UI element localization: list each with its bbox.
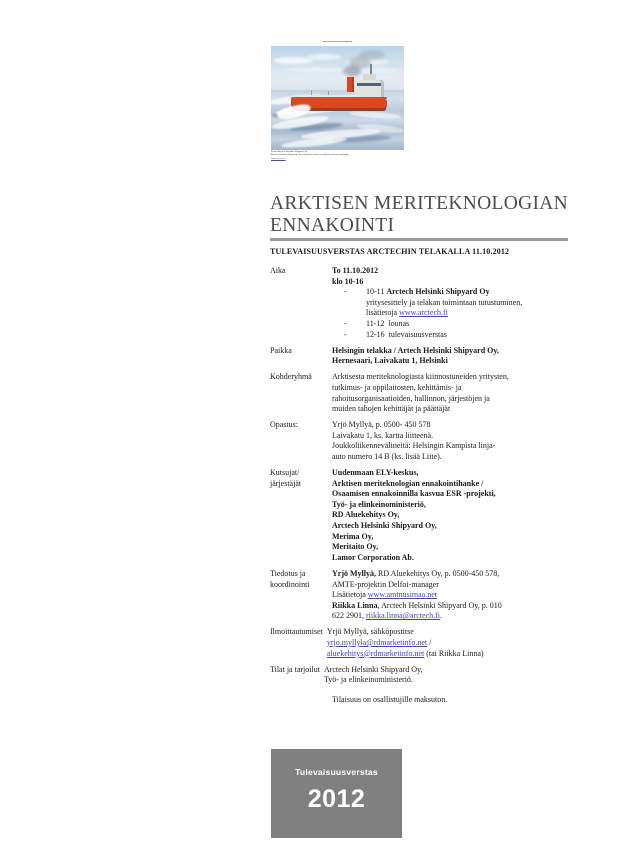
opastus-line2: Laivakatu 1, ks. kartta liitteenä. — [332, 430, 434, 440]
aika-time: klo 10-16 — [332, 276, 364, 286]
tiedotus-info-prefix: Lisätietoja — [332, 590, 368, 600]
row-value-kohderyhma — [332, 372, 590, 414]
row-label-kohderyhma: Kohderyhmä — [270, 372, 312, 382]
contact-2-email-suffix: . — [440, 611, 442, 621]
tilat-line2: Työ- ja elinkeinoministeriö. — [323, 675, 413, 685]
row-value-tilat — [324, 665, 590, 686]
schedule-detail-link-line — [366, 308, 590, 319]
schedule-detail: yritysesittely ja telakan toimintaan tutustuminen, — [366, 297, 523, 307]
row-tiedotus — [270, 569, 590, 622]
row-aika — [270, 266, 590, 340]
row-label-kutsujat-line2: järjestäjät — [270, 478, 302, 488]
row-paikka — [270, 346, 590, 367]
contact-1-details: RD Aluekehitys Oy, p. 0500-450 578, — [376, 568, 500, 578]
hero-image-block — [271, 41, 404, 162]
aika-date: To 11.10.2012 — [332, 266, 379, 275]
contact-person-2 — [332, 601, 590, 612]
row-value-aika — [332, 266, 590, 340]
arctech-website-link[interactable]: www.arctech.fi — [399, 308, 448, 318]
contact-person-1 — [332, 569, 590, 580]
registration-alt-contact: (tai Riikka Linna) — [424, 648, 484, 658]
organizer-item: Osaamisen ennakoinnilla kasvua ESR -projekti, — [332, 489, 496, 499]
kohderyhma-line2: tutkimus- ja oppilaitosten, kehittämis- ja — [332, 382, 462, 392]
aluekehitys-email-link[interactable]: aluekehitys@rdmarketinfo.net — [326, 648, 425, 658]
title-divider — [270, 238, 568, 241]
row-value-kutsujat — [332, 468, 590, 563]
row-label-kutsujat-line1: Kutsujat/ — [270, 468, 300, 478]
row-label-aika: Aika — [270, 266, 286, 275]
cloud-shape — [307, 54, 341, 60]
page-title — [270, 193, 590, 237]
schedule-item — [344, 330, 590, 341]
schedule-item — [344, 287, 590, 319]
page-title-line2: ENNAKOINTI — [270, 215, 395, 236]
row-label-tilat: Tilat ja tarjoilut — [270, 664, 320, 674]
row-kohderyhma — [270, 372, 590, 414]
contact-2-phone-rest: 622 2901, — [332, 611, 366, 621]
registration-email-line1 — [327, 638, 590, 649]
row-value-opastus — [332, 420, 590, 462]
row-label-ilmoittautumiset: Ilmoittautumiset — [270, 627, 323, 637]
hero-caption-bottom — [271, 150, 404, 162]
schedule-time: 11-12 — [366, 318, 385, 328]
email-separator: / — [427, 638, 432, 647]
row-label-tiedotus — [270, 569, 332, 590]
registration-email-line2 — [327, 649, 590, 660]
cloud-shape — [273, 57, 313, 64]
schedule-title: Arctech Helsinki Shipyard Oy — [386, 287, 490, 297]
contact-2-email-line — [332, 611, 590, 622]
badge-year: 2012 — [307, 785, 366, 813]
kohderyhma-line3: rahoitusorganisaatioiden, hallinnon, järjestöjen ja — [332, 393, 490, 403]
organizer-item: RD Aluekehitys Oy, — [332, 510, 400, 520]
schedule-item — [344, 319, 590, 330]
cloud-shape — [287, 67, 345, 72]
paikka-line1: Helsingin telakka / Artech Helsinki Shipyard Oy, — [332, 345, 499, 355]
row-label-opastus: Opastus: — [270, 420, 298, 430]
organizer-item: Arktisen meriteknologian ennakointihanke / — [332, 478, 484, 488]
tilat-line1: Arctech Helsinki Shipyard Oy, — [323, 664, 423, 674]
opastus-line4: auto numero 14 B (ks. lisää Liite). — [332, 452, 442, 461]
row-label-tiedotus-line2: koordinointi — [270, 579, 310, 589]
badge-label: Tulevaisuusverstas — [295, 767, 378, 777]
contact-2-details: , Arctech Helsinki Shipyard Oy, p. 010 — [377, 600, 502, 610]
row-tilat — [270, 665, 590, 686]
ship-bridge-windows — [357, 83, 381, 86]
row-label-tiedotus-line1: Tiedotus ja — [270, 568, 306, 578]
document-body — [270, 266, 590, 705]
row-value-paikka — [332, 346, 590, 367]
contact-1-role: AMTE-projektin Delfoi-manager — [332, 579, 439, 589]
ship-funnel — [347, 77, 354, 92]
hero-caption-line2: Arctech Helsinki Shipyard Oy on Suomen johtava arktisten alusten rakentaja — [271, 154, 349, 157]
riikka-email-link[interactable]: riikka.linna@arctech.fi — [366, 611, 440, 621]
aika-schedule-list — [332, 287, 590, 340]
row-opastus — [270, 420, 590, 462]
row-ilmoittautumiset — [270, 627, 590, 659]
free-event-note: Tilaisuus on osallistujille maksuton. — [332, 694, 448, 704]
row-label-paikka: Paikka — [270, 345, 292, 355]
paikka-line2: Hernesaari, Laivakatu 1, Helsinki — [332, 356, 448, 366]
page-subtitle: TULEVAISUUSVERSTAS ARCTECHIN TELAKALLA 11.10.2012 — [270, 247, 510, 256]
organizer-item: Meritaito Oy, — [332, 542, 379, 552]
yrjo-email-link[interactable]: yrjo.myllyla@rdmarketinfo.net — [326, 638, 428, 647]
footer-badge — [271, 749, 402, 838]
hero-caption-top: Arctech Helsinki Shipyard — [322, 41, 353, 43]
cloud-shape — [359, 68, 401, 73]
smoke-plume — [359, 50, 385, 60]
hero-caption-line1: Kuva: Arctech Helsinki Shipyard Oy — [271, 151, 308, 153]
amte-website-link[interactable]: www.amtnusimaa.net — [367, 590, 438, 600]
schedule-plain: tulevaisuusverstas — [388, 329, 447, 339]
opastus-line3: Joukkoliikennevälineitä: Helsingin Kampista linja- — [332, 441, 496, 451]
schedule-plain: lounas — [388, 318, 410, 328]
organizer-item: Uudenmaan ELY-keskus, — [332, 468, 419, 478]
schedule-time: 12-16 — [366, 329, 385, 339]
row-kutsujat — [270, 468, 590, 563]
hero-caption-link[interactable]: www.arctech.fi — [271, 157, 286, 160]
schedule-time: 10-11 — [366, 287, 385, 297]
schedule-detail-prefix: lisätietoja — [366, 308, 400, 318]
organizer-item: Lamor Corporation Ab. — [332, 552, 414, 562]
page-title-line1: ARKTISEN MERITEKNOLOGIAN — [270, 193, 569, 214]
contact-2-name: Riikka Linna — [332, 600, 378, 610]
registration-line1: Yrjö Myllyä, sähköpostitse — [326, 627, 414, 637]
row-value-ilmoittautumiset — [327, 627, 590, 659]
contact-1-name: Yrjö Myllyä, — [332, 568, 376, 578]
row-label-kutsujat — [270, 468, 332, 489]
tiedotus-info-line — [332, 590, 590, 601]
organizer-item: Merima Oy, — [332, 531, 374, 541]
organizer-item: Työ- ja elinkeinoministeriö, — [332, 499, 426, 509]
organizer-item: Arctech Helsinki Shipyard Oy, — [332, 521, 437, 531]
kohderyhma-line4: muiden tahojen kehittäjät ja päättäjät — [332, 404, 451, 414]
kohderyhma-line1: Arktisesta meriteknologiasta kiinnostuneiden yritysten, — [332, 372, 509, 382]
row-value-tiedotus — [332, 569, 590, 622]
icebreaker-photo — [271, 46, 404, 150]
opastus-line1: Yrjö Myllyä, p. 0500- 450 578 — [332, 420, 431, 430]
